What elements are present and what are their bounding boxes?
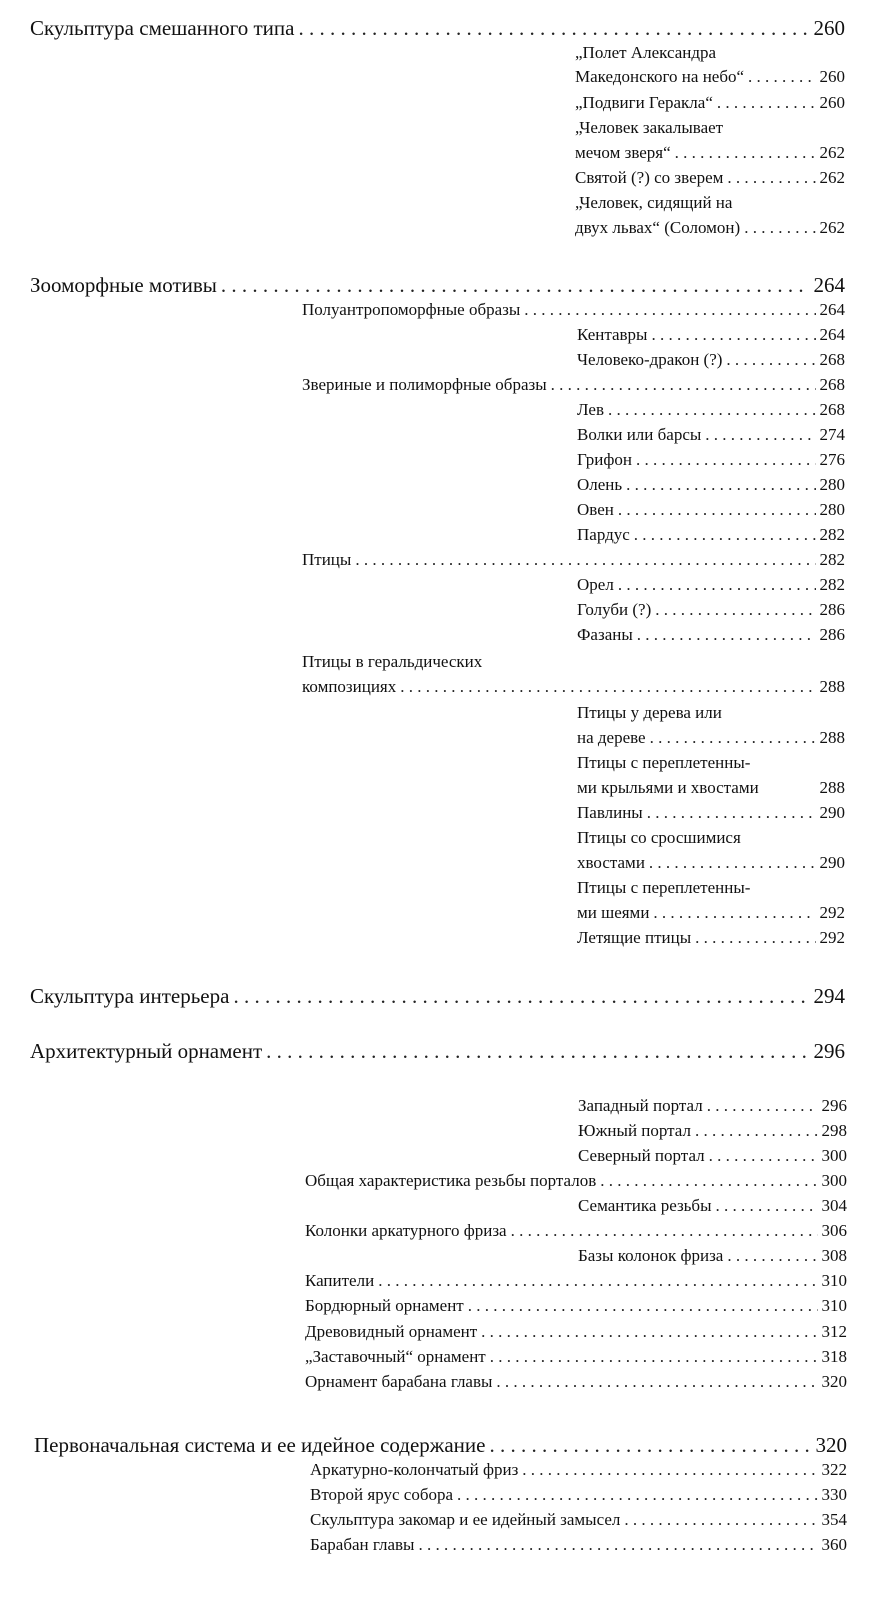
toc-entry-page: 268 [819,400,845,419]
toc-entry [305,1347,847,1367]
leader-dots [355,550,815,570]
toc-entry [302,677,845,697]
toc-entry [577,500,845,520]
toc-entry-page: 304 [821,1196,847,1215]
toc-entry-title: Орнамент барабана главы [305,1372,493,1391]
toc-entry-page: 296 [821,1096,847,1115]
toc-entry [302,300,845,320]
leader-dots [705,425,815,445]
leader-dots [418,1535,817,1555]
toc-entry [575,93,845,113]
leader-dots [649,853,816,873]
toc-entry-page: 288 [819,728,845,747]
toc-entry-title: Птицы в геральдических [302,652,483,671]
leader-dots [266,1039,809,1064]
leader-dots [637,625,816,645]
toc-entry-title: Грифон [577,450,632,469]
toc-entry-title: Древовидный орнамент [305,1322,478,1341]
toc-entry [310,1535,847,1555]
leader-dots [709,1146,818,1166]
toc-entry [305,1171,847,1191]
leader-dots [634,525,816,545]
toc-entry-title: Звериные и полиморфные образы [302,375,547,394]
toc-entry [575,168,845,188]
toc-entry [577,525,845,545]
toc-entry [34,1433,847,1458]
leader-dots [378,1271,817,1291]
toc-entry-page: 264 [819,300,845,319]
toc-entry-title: Святой (?) со зверем [575,168,724,187]
toc-entry-page: 260 [819,93,845,112]
toc-entry [577,600,845,620]
toc-entry-title: Орел [577,575,614,594]
toc-entry-title: Скульптура интерьера [30,984,230,1008]
toc-entry-page: 264 [819,325,845,344]
toc-entry-page: 262 [819,143,845,162]
toc-entry-title: Полуантропоморфные образы [302,300,521,319]
toc-entry-title: Бордюрный орнамент [305,1296,464,1315]
toc-entry-page: 354 [821,1510,847,1529]
toc-entry [305,1271,847,1291]
toc-entry-page: 276 [819,450,845,469]
toc-entry [578,1096,847,1116]
toc-entry-page: 282 [819,550,845,569]
toc-entry [577,400,845,420]
toc-entry [577,425,845,445]
toc-entry-page: 320 [815,1433,847,1457]
toc-entry-page: 262 [819,168,845,187]
toc-entry-page: 268 [819,350,845,369]
toc-entry-title: Фазаны [577,625,633,644]
toc-entry-title: Птицы со сросшимися [577,828,741,847]
toc-entry-page: 292 [819,928,845,947]
toc-entry-title: Общая характеристика резьбы порталов [305,1171,597,1190]
leader-dots [655,600,815,620]
toc-entry-title: двух львах“ (Соломон) [575,218,741,237]
toc-entry-title: Голуби (?) [577,600,652,619]
toc-entry-title: композициях [302,677,397,696]
toc-entry [30,984,845,1009]
toc-entry-title: Овен [577,500,614,519]
toc-entry-page: 300 [821,1146,847,1165]
leader-dots [707,1096,818,1116]
toc-entry-title: Западный портал [578,1096,703,1115]
leader-dots [727,168,815,188]
toc-entry-title: „Подвиги Геракла“ [575,93,713,112]
toc-entry-page: 280 [819,500,845,519]
toc-entry-title: Барабан главы [310,1535,415,1554]
leader-dots [600,1171,817,1191]
leader-dots [748,67,815,87]
toc-entry-title: Базы колонок фриза [578,1246,724,1265]
toc-entry-title: Человеко-дракон (?) [577,350,723,369]
toc-entry [302,375,845,395]
toc-entry-title: на дереве [577,728,646,747]
leader-dots [651,325,815,345]
toc-entry-page: 288 [819,778,845,797]
toc-entry-title: Южный портал [578,1121,691,1140]
toc-entry [577,475,845,495]
toc-entry-title: Птицы с переплетенны- [577,753,751,772]
leader-dots [400,677,815,697]
toc-entry [577,625,845,645]
toc-entry-title: Первоначальная система и ее идейное содержание [34,1433,486,1457]
toc-entry [305,1221,847,1241]
toc-entry-title: Зооморфные мотивы [30,273,217,297]
toc-entry-title: Лев [577,400,604,419]
toc-entry [578,1246,847,1266]
toc-entry-page: 294 [813,984,845,1008]
toc-entry [310,1460,847,1480]
toc-entry [30,16,845,41]
toc-entry-page: 264 [813,273,845,297]
leader-dots [511,1221,818,1241]
toc-entry [577,350,845,370]
toc-entry [577,728,845,748]
leader-dots [653,903,815,923]
toc-entry-title: Кентавры [577,325,648,344]
leader-dots [468,1296,818,1316]
toc-entry-page: 298 [821,1121,847,1140]
toc-entry-title: Северный портал [578,1146,705,1165]
toc-entry [575,67,845,87]
toc-entry [578,1121,847,1141]
leader-dots [695,1121,818,1141]
toc-entry [302,550,845,570]
toc-entry [577,450,845,470]
toc-entry-page: 310 [821,1271,847,1290]
leader-dots [457,1485,817,1505]
toc-entry [577,853,845,873]
toc-entry [578,1146,847,1166]
toc-entry-title: Олень [577,475,623,494]
toc-entry-title: Аркатурно-колончатый фриз [310,1460,519,1479]
leader-dots [626,475,815,495]
toc-entry-title: Пардус [577,525,630,544]
toc-entry-title: „Заставочный“ орнамент [305,1347,486,1366]
toc-entry-title: „Человек, сидящий на [575,193,733,212]
toc-entry-page: 322 [821,1460,847,1479]
toc-entry-page: 274 [819,425,845,444]
toc-entry-title: Волки или барсы [577,425,702,444]
toc-entry-page: 296 [813,1039,845,1063]
leader-dots [636,450,816,470]
toc-entry [577,928,845,948]
toc-entry-page: 286 [819,600,845,619]
leader-dots [496,1372,817,1392]
toc-entry-page: 312 [821,1322,847,1341]
leader-dots [233,984,809,1009]
toc-entry [577,575,845,595]
toc-entry [305,1296,847,1316]
leader-dots [695,928,815,948]
toc-entry-page: 318 [821,1347,847,1366]
toc-entry [310,1510,847,1530]
toc-entry-title: Македонского на небо“ [575,67,745,86]
leader-dots [298,16,809,41]
leader-dots [716,1196,818,1216]
toc-entry-page: 282 [819,525,845,544]
toc-entry-title: „Полет Александра [575,43,717,62]
toc-entry [577,325,845,345]
leader-dots [490,1347,818,1367]
toc-entry [577,778,845,798]
toc-entry-title: Скульптура смешанного типа [30,16,295,40]
toc-entry-title: Второй ярус собора [310,1485,454,1504]
toc-entry-title: хвостами [577,853,645,872]
leader-dots [624,1510,817,1530]
leader-dots [726,350,815,370]
toc-entry-title: Птицы с переплетенны- [577,878,751,897]
toc-entry [577,803,845,823]
toc-entry [575,143,845,163]
leader-dots [727,1246,817,1266]
leader-dots [221,273,810,298]
leader-dots [551,375,816,395]
leader-dots [524,300,815,320]
toc-entry-page: 280 [819,475,845,494]
leader-dots [522,1460,817,1480]
toc-entry [310,1485,847,1505]
toc-entry-title: „Человек закалывает [575,118,724,137]
toc-entry-title: Семантика резьбы [578,1196,712,1215]
leader-dots [608,400,816,420]
toc-entry-page: 360 [821,1535,847,1554]
toc-entry-page: 308 [821,1246,847,1265]
toc-entry-page: 260 [819,67,845,86]
leader-dots [618,500,816,520]
toc-entry [30,1039,845,1064]
toc-entry-title: мечом зверя“ [575,143,671,162]
leader-dots [717,93,816,113]
leader-dots [481,1322,817,1342]
toc-entry-page: 292 [819,903,845,922]
toc-entry-title: ми шеями [577,903,650,922]
toc-entry-title: Павлины [577,803,643,822]
toc-entry-page: 330 [821,1485,847,1504]
toc-entry-title: Скульптура закомар и ее идейный замысел [310,1510,621,1529]
toc-entry-title: Летящие птицы [577,928,692,947]
toc-entry-page: 268 [819,375,845,394]
toc-entry-page: 290 [819,853,845,872]
toc-entry [578,1196,847,1216]
leader-dots [618,575,816,595]
toc-entry-page: 300 [821,1171,847,1190]
leader-dots [650,728,816,748]
toc-entry [305,1372,847,1392]
toc-entry-page: 290 [819,803,845,822]
toc-entry-title: ми крыльями и хвостами [577,778,759,797]
toc-entry-page: 286 [819,625,845,644]
toc-entry-page: 306 [821,1221,847,1240]
toc-entry-page: 262 [819,218,845,237]
toc-entry [30,273,845,298]
toc-entry-page: 260 [813,16,845,40]
toc-entry [305,1322,847,1342]
toc-entry-page: 310 [821,1296,847,1315]
toc-entry-title: Птицы у дерева или [577,703,722,722]
toc-entry-title: Колонки аркатурного фриза [305,1221,507,1240]
leader-dots [675,143,816,163]
toc-entry-page: 282 [819,575,845,594]
toc-entry-title: Птицы [302,550,352,569]
leader-dots [489,1433,811,1458]
leader-dots [744,218,815,238]
toc-entry [577,903,845,923]
toc-entry-title: Капители [305,1271,375,1290]
toc-entry-page: 320 [821,1372,847,1391]
toc-entry-title: Архитектурный орнамент [30,1039,263,1063]
toc-entry [575,218,845,238]
leader-dots [647,803,816,823]
toc-entry-page: 288 [819,677,845,696]
